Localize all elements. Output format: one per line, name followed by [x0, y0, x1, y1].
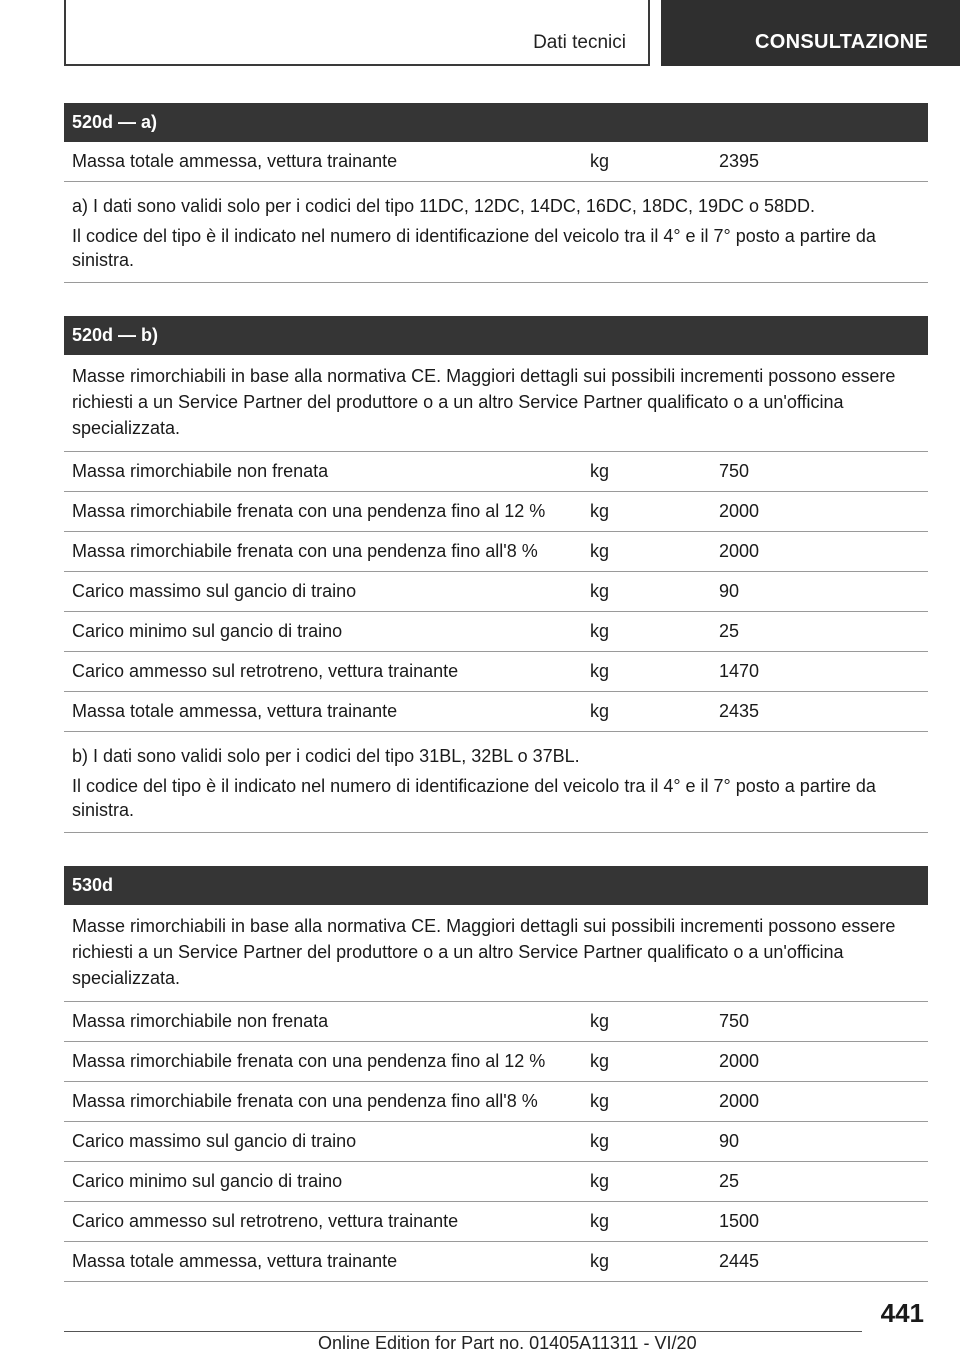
- table-row: [64, 492, 928, 532]
- table-row: [64, 1042, 928, 1082]
- row-value: 90: [719, 1131, 740, 1151]
- row-label: Massa rimorchiabile frenata con una pendenza fino al 12 %: [72, 501, 546, 521]
- table-row: [64, 532, 928, 572]
- spec-section: [64, 103, 928, 283]
- row-value: 2445: [719, 1251, 760, 1271]
- page-number: 441: [880, 1298, 924, 1328]
- row-unit: kg: [590, 661, 610, 681]
- row-label: Carico ammesso sul retrotreno, vettura trainante: [72, 1211, 459, 1231]
- row-unit: kg: [590, 1251, 610, 1271]
- row-label: Carico massimo sul gancio di traino: [72, 581, 357, 601]
- table-row: [64, 612, 928, 652]
- row-value: 750: [719, 461, 750, 481]
- footer-divider: [64, 1331, 862, 1332]
- row-unit: kg: [590, 581, 610, 601]
- row-label: Massa totale ammessa, vettura trainante: [72, 701, 398, 721]
- row-label: Carico minimo sul gancio di traino: [72, 621, 343, 641]
- section-title: 520d — b): [64, 316, 928, 355]
- row-label: Massa totale ammessa, vettura trainante: [72, 1251, 398, 1271]
- row-unit: kg: [590, 151, 610, 171]
- table-row: [64, 1002, 928, 1042]
- table-row: [64, 572, 928, 612]
- table-row: [64, 1082, 928, 1122]
- footer-edition: Online Edition for Part no. 01405A11311 - VI/20: [318, 1333, 697, 1353]
- row-value: 2000: [719, 501, 760, 521]
- row-unit: kg: [590, 461, 610, 481]
- footnote-paragraph: Il codice del tipo è il indicato nel numero di identificazione del veicolo tra il 4° e il 7° posto a partire da sinistra.: [72, 226, 876, 270]
- row-unit: kg: [590, 501, 610, 521]
- row-value: 25: [719, 621, 740, 641]
- row-unit: kg: [590, 1131, 610, 1151]
- section-title: 530d: [64, 866, 928, 905]
- row-unit: kg: [590, 701, 610, 721]
- row-value: 25: [719, 1171, 740, 1191]
- row-value: 1500: [719, 1211, 760, 1231]
- section-footnote: [64, 732, 928, 833]
- row-value: 1470: [719, 661, 760, 681]
- table-row: [64, 692, 928, 732]
- section-footnote: [64, 182, 928, 283]
- row-unit: kg: [590, 541, 610, 561]
- row-label: Carico ammesso sul retrotreno, vettura trainante: [72, 661, 459, 681]
- table-row: [64, 452, 928, 492]
- footnote-paragraph: Il codice del tipo è il indicato nel numero di identificazione del veicolo tra il 4° e il 7° posto a partire da sinistra.: [72, 776, 876, 820]
- spec-tables: [64, 103, 928, 1315]
- table-row: [64, 1202, 928, 1242]
- row-label: Massa totale ammessa, vettura trainante: [72, 151, 398, 171]
- row-unit: kg: [590, 1091, 610, 1111]
- table-row: [64, 652, 928, 692]
- row-value: 2395: [719, 151, 760, 171]
- spec-section: [64, 316, 928, 833]
- row-label: Massa rimorchiabile frenata con una pendenza fino all'8 %: [72, 541, 538, 561]
- row-unit: kg: [590, 621, 610, 641]
- spec-section: [64, 866, 928, 1282]
- row-unit: kg: [590, 1051, 610, 1071]
- row-unit: kg: [590, 1211, 610, 1231]
- table-row: [64, 1122, 928, 1162]
- footnote-paragraph: a) I dati sono validi solo per i codici del tipo 11DC, 12DC, 14DC, 16DC, 18DC, 19DC o 58DD.: [72, 196, 816, 216]
- table-row: [64, 142, 928, 182]
- row-label: Massa rimorchiabile frenata con una pendenza fino al 12 %: [72, 1051, 546, 1071]
- row-label: Massa rimorchiabile non frenata: [72, 461, 329, 481]
- row-label: Carico massimo sul gancio di traino: [72, 1131, 357, 1151]
- row-label: Carico minimo sul gancio di traino: [72, 1171, 343, 1191]
- footnote-paragraph: b) I dati sono validi solo per i codici del tipo 31BL, 32BL o 37BL.: [72, 746, 580, 766]
- row-value: 750: [719, 1011, 750, 1031]
- header-tab-box: [64, 0, 650, 66]
- header-tab-consultazione[interactable]: CONSULTAZIONE: [755, 31, 929, 53]
- table-row: [64, 1162, 928, 1202]
- row-value: 90: [719, 581, 740, 601]
- table-row: [64, 1242, 928, 1282]
- row-value: 2435: [719, 701, 760, 721]
- section-description: Masse rimorchiabili in base alla normativa CE. Maggiori dettagli sui possibili incrementi possono essere richiesti a un Service Partner del produttore o a un altro Service Partner qualificato o a un'officina specializzata.: [64, 355, 928, 452]
- row-unit: kg: [590, 1011, 610, 1031]
- section-description: Masse rimorchiabili in base alla normativa CE. Maggiori dettagli sui possibili incrementi possono essere richiesti a un Service Partner del produttore o a un altro Service Partner qualificato o a un'officina specializzata.: [64, 905, 928, 1002]
- row-unit: kg: [590, 1171, 610, 1191]
- row-label: Massa rimorchiabile non frenata: [72, 1011, 329, 1031]
- header-tab-dati-tecnici[interactable]: Dati tecnici: [533, 32, 626, 53]
- row-value: 2000: [719, 541, 760, 561]
- row-label: Massa rimorchiabile frenata con una pendenza fino all'8 %: [72, 1091, 538, 1111]
- row-value: 2000: [719, 1051, 760, 1071]
- row-value: 2000: [719, 1091, 760, 1111]
- header-tab-active-box: [661, 0, 960, 66]
- section-title: 520d — a): [64, 103, 928, 142]
